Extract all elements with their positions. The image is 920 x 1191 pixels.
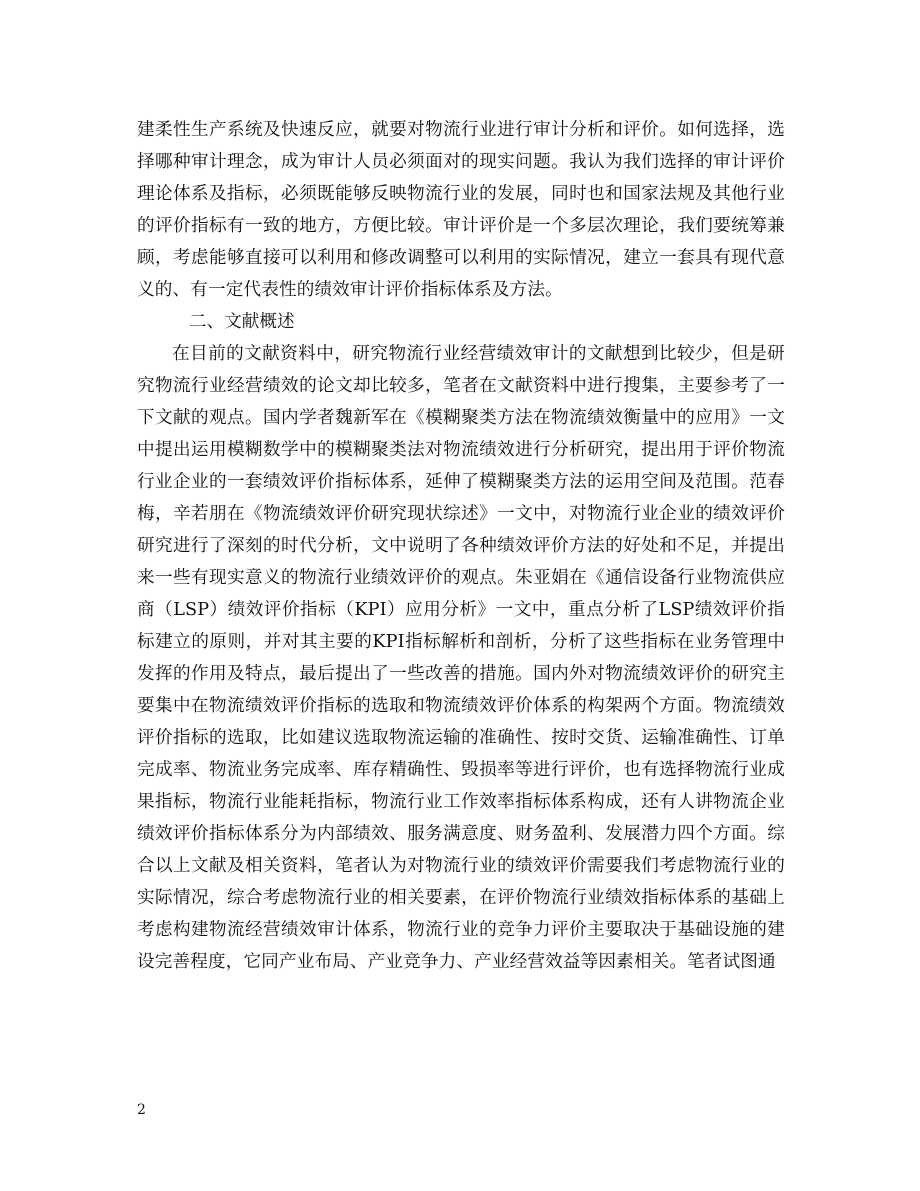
page-content <box>137 114 785 978</box>
page-number: 2 <box>137 1102 146 1118</box>
section-heading: 二、文献概述 <box>189 312 295 332</box>
body-paragraph-2: 在目前的文献资料中，研究物流行业经营绩效审计的文献想到比较少，但是研究物流行业经营绩效的论文却比较多，笔者在文献资料中进行搜集，主要参考了一下文献的观点。国内学者魏新军在《模糊聚类方法在物流绩效衡量中的应用》一文中提出运用模糊数学中的模糊聚类法对物流绩效进行分析研究，提出用于评价物流行业企业的一套绩效评价指标体系，延伸了模糊聚类方法的运用空间及范围。范春梅，辛若朋在《物流绩效评价研究现状综述》一文中，对物流行业企业的绩效评价研究进行了深刻的时代分析，文中说明了各种绩效评价方法的好处和不足，并提出来一些有现实意义的物流行业绩效评价的观点。朱亚娟在《通信设备行业物流供应商（LSP）绩效评价指标（KPI）应用分析》一文中，重点分析了LSP绩效评价指标建立的原则，并对其主要的KPI指标解析和剖析，分析了这些指标在业务管理中发挥的作用及特点，最后提出了一些改善的措施。国内外对物流绩效评价的研究主要集中在物流绩效评价指标的选取和物流绩效评价体系的构架两个方面。物流绩效评价指标的选取，比如建议选取物流运输的准确性、按时交货、运输准确性、订单完成率、物流业务完成率、库存精确性、毁损率等进行评价，也有选择物流行业成果指标，物流行业能耗指标，物流行业工作效率指标体系构成，还有人讲物流企业绩效评价指标体系分为内部绩效、服务满意度、财务盈利、发展潜力四个方面。综合以上文献及相关资料，笔者认为对物流行业的绩效评价需要我们考虑物流行业的实际情况，综合考虑物流行业的相关要素，在评价物流行业绩效指标体系的基础上考虑构建物流经营绩效审计体系，物流行业的竞争力评价主要取决于基础设施的建设完善程度，它同产业布局、产业竞争力、产业经营效益等因素相关。笔者试图通 <box>137 344 785 972</box>
body-paragraph-1: 建柔性生产系统及快速反应，就要对物流行业进行审计分析和评价。如何选择，选择哪种审计理念，成为审计人员必须面对的现实问题。我认为我们选择的审计评价理论体系及指标，必须既能够反映物流行业的发展，同时也和国家法规及其他行业的评价指标有一致的地方，方便比较。审计评价是一个多层次理论，我们要统筹兼顾，考虑能够直接可以利用和修改调整可以利用的实际情况，建立一套具有现代意义的、有一定代表性的绩效审计评价指标体系及方法。 <box>137 120 785 300</box>
